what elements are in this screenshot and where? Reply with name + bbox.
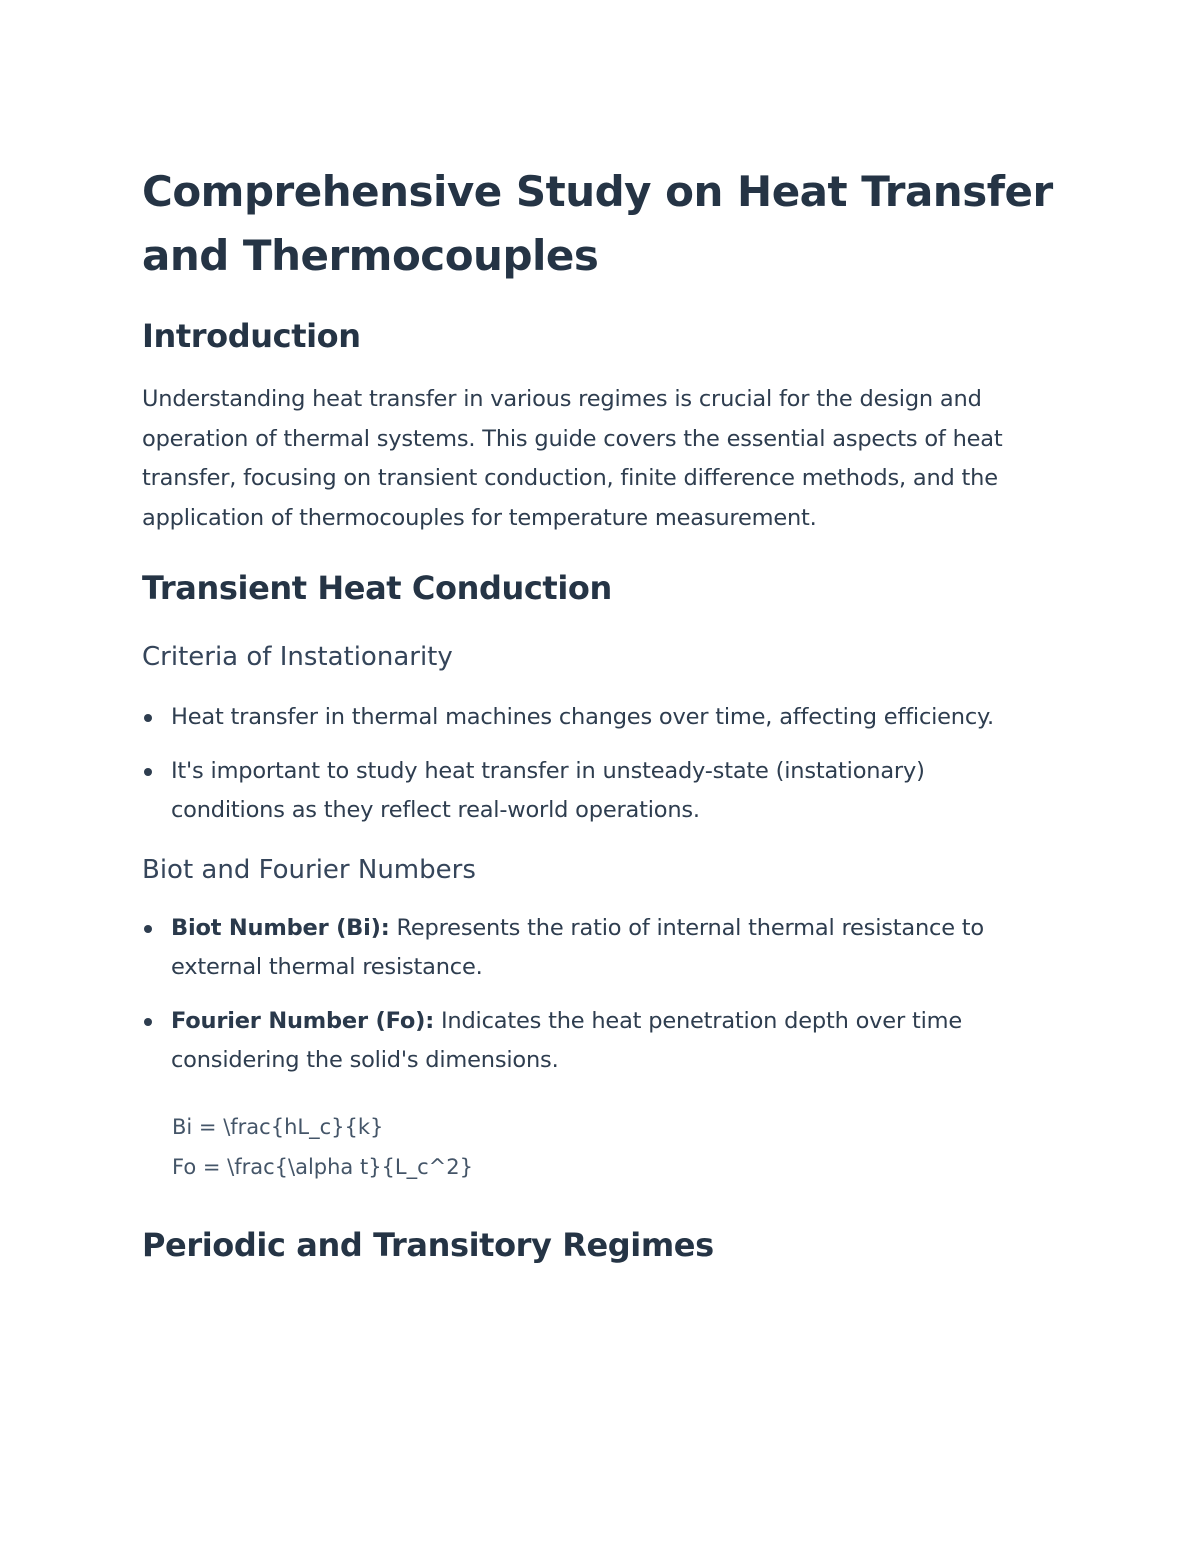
list-item xyxy=(142,698,1022,738)
bullet-icon xyxy=(144,714,152,722)
introduction-paragraph: Understanding heat transfer in various regimes is crucial for the design and operation of thermal systems. This guide covers the essential aspects of heat transfer, focusing on transient conduction, finite difference methods, and the application of thermocouples for temperature measurement. xyxy=(142,386,1003,531)
formula-fourier: Fo = \frac{\alpha t}{L_c^2} xyxy=(172,1154,473,1179)
formula-biot: Bi = \frac{hL_c}{k} xyxy=(172,1114,384,1139)
list-item xyxy=(142,1002,1062,1081)
bullet-icon xyxy=(144,768,152,776)
biot-fourier-list xyxy=(142,909,1062,1081)
document-page xyxy=(142,160,1062,1265)
definition-biot-number: Represents the ratio of internal thermal resistance to external thermal resistance. xyxy=(171,914,984,980)
term-biot-number: Biot Number (Bi): xyxy=(171,914,390,941)
definition-fourier-number: Indicates the heat penetration depth over time considering the solid's dimensions. xyxy=(171,1007,962,1073)
formula-block xyxy=(142,1107,1062,1187)
term-fourier-number: Fourier Number (Fo): xyxy=(171,1007,435,1034)
heading-transient-heat-conduction: Transient Heat Conduction xyxy=(142,569,612,607)
list-item-text: Heat transfer in thermal machines changes over time, affecting efficiency. xyxy=(171,704,994,730)
criteria-list xyxy=(142,698,1022,831)
list-item-text: It's important to study heat transfer in unsteady-state (instationary) conditions as they reflect real-world operations. xyxy=(171,757,925,823)
list-item xyxy=(142,909,1062,988)
heading-biot-and-fourier-numbers: Biot and Fourier Numbers xyxy=(142,854,476,885)
heading-criteria-of-instationarity: Criteria of Instationarity xyxy=(142,642,453,672)
heading-periodic-and-transitory-regimes: Periodic and Transitory Regimes xyxy=(142,1225,714,1264)
bullet-icon xyxy=(144,1018,152,1026)
bullet-icon xyxy=(144,925,152,933)
list-item xyxy=(142,752,1022,831)
document-title: Comprehensive Study on Heat Transfer and Thermocouples xyxy=(142,167,1053,280)
heading-introduction: Introduction xyxy=(142,317,361,355)
